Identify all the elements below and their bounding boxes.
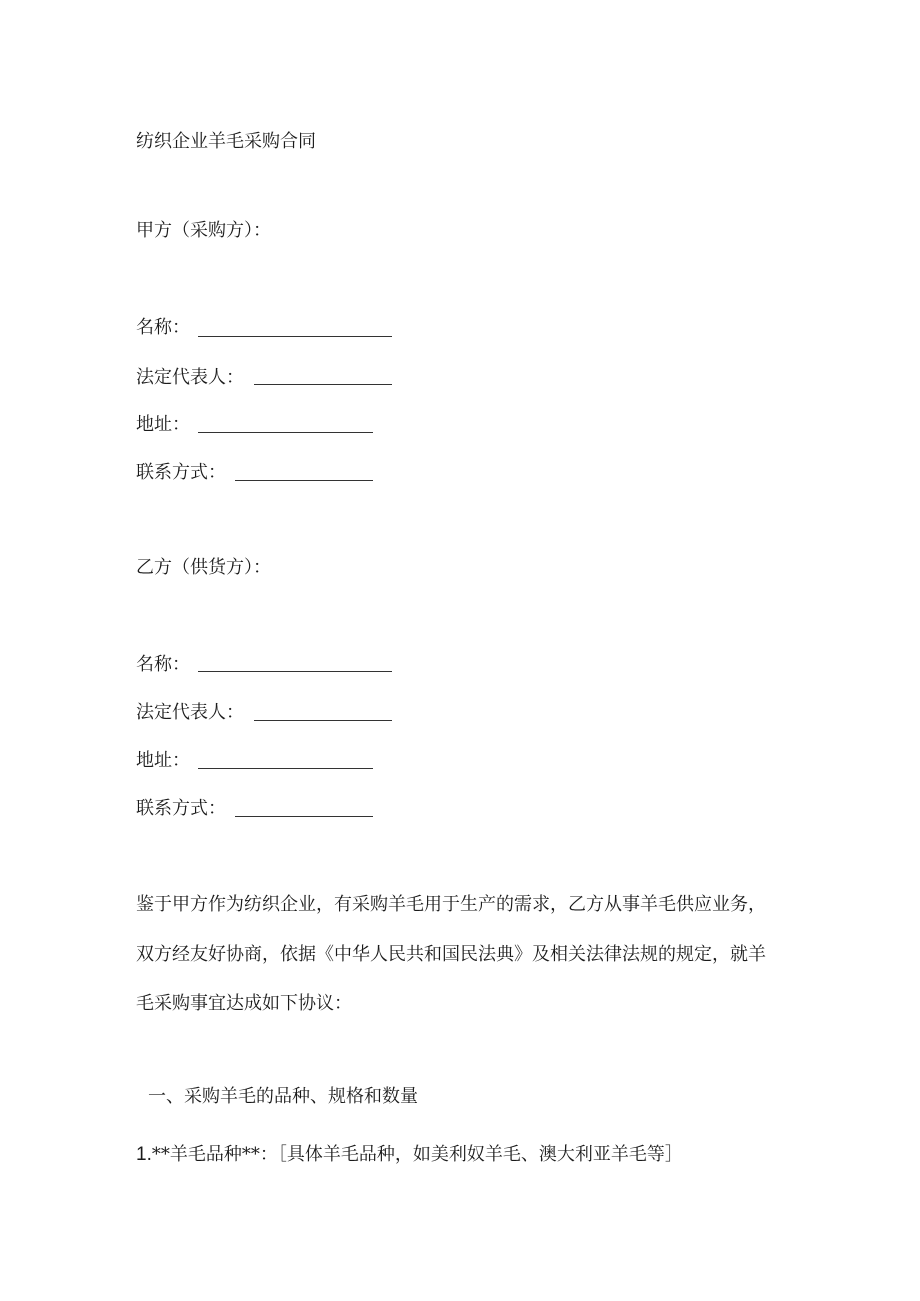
item-number: 1. [136, 1144, 152, 1165]
clause-1-heading: 一、采购羊毛的品种、规格和数量 [148, 1086, 418, 1107]
document-title: 纺织企业羊毛采购合同 [136, 131, 316, 152]
party-a-legal-rep-label: 法定代表人： [136, 367, 244, 388]
party-a-name-label: 名称： [136, 317, 190, 338]
party-a-legal-rep-blank[interactable] [254, 384, 392, 385]
party-a-contact-label: 联系方式： [136, 462, 226, 483]
item-value: ［具体羊毛品种，如美利奴羊毛、澳大利亚羊毛等］ [277, 1144, 683, 1165]
preamble-line: 鉴于甲方作为纺织企业，有采购羊毛用于生产的需求，乙方从事羊毛供应业务， [136, 894, 766, 915]
party-a-address-blank[interactable] [198, 432, 373, 433]
party-a-address-label: 地址： [136, 414, 190, 435]
party-b-name-label: 名称： [136, 654, 190, 675]
party-b-heading: 乙方（供货方）： [136, 557, 271, 578]
preamble-line: 毛采购事宜达成如下协议： [136, 993, 352, 1014]
party-a-contact-blank[interactable] [235, 480, 373, 481]
party-b-name-blank[interactable] [198, 671, 392, 672]
party-b-contact-label: 联系方式： [136, 798, 226, 819]
party-b-legal-rep-blank[interactable] [254, 720, 392, 721]
party-a-heading: 甲方（采购方）： [136, 220, 271, 241]
clause-1-item-1 [136, 1143, 683, 1167]
party-b-legal-rep-label: 法定代表人： [136, 702, 244, 723]
party-a-name-blank[interactable] [198, 336, 392, 337]
party-b-contact-blank[interactable] [235, 816, 373, 817]
party-b-address-blank[interactable] [198, 768, 373, 769]
party-b-address-label: 地址： [136, 750, 190, 771]
preamble-line: 双方经友好协商，依据《中华人民共和国民法典》及相关法律法规的规定，就羊 [136, 944, 766, 965]
preamble-paragraph [136, 893, 796, 1023]
item-label: **羊毛品种**： [151, 1144, 278, 1165]
